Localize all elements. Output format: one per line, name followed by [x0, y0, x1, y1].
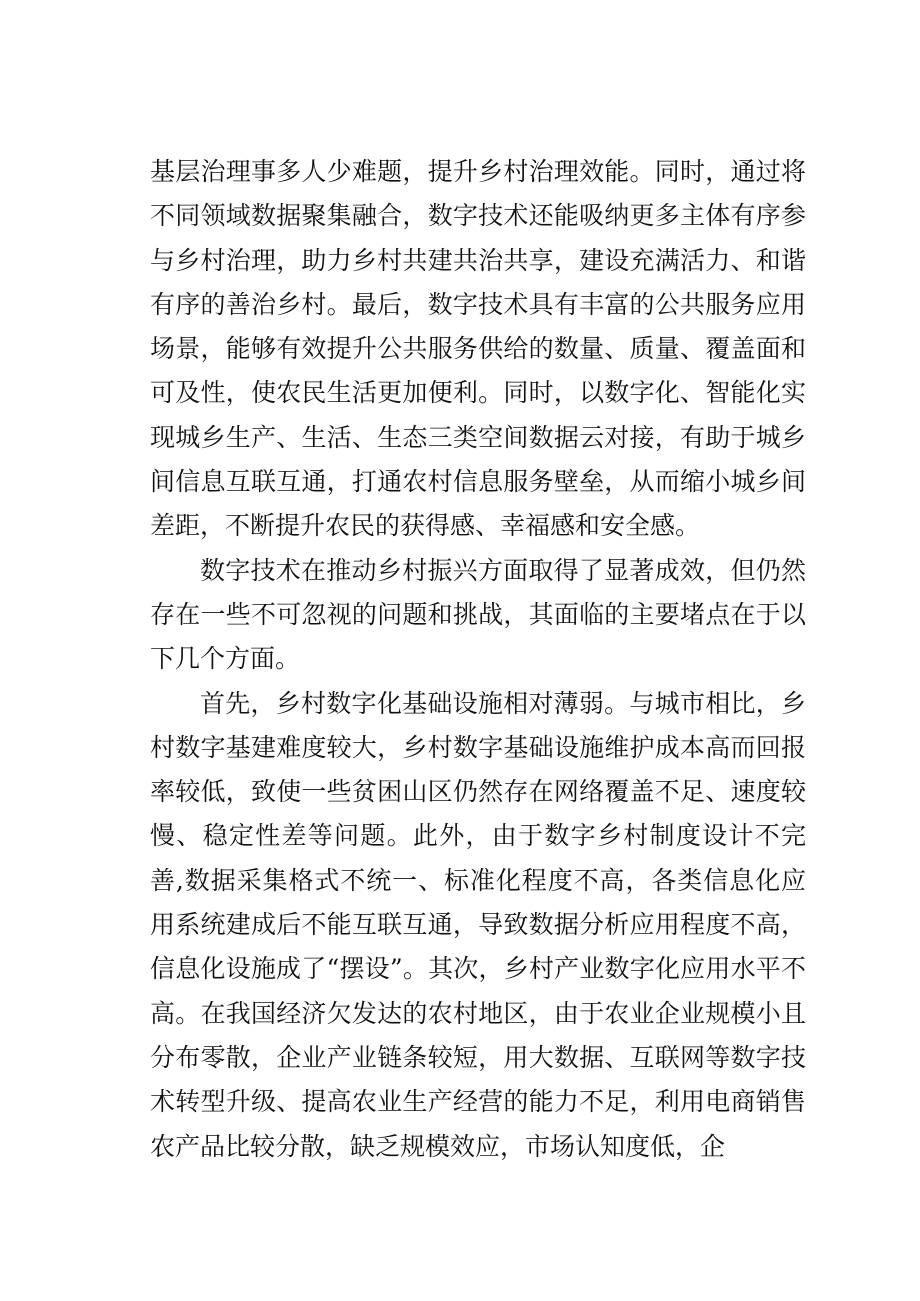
paragraph-3: 首先，乡村数字化基础设施相对薄弱。与城市相比，乡村数字基建难度较大，乡村数字基础设施维护成本高而回报率较低，致使一些贫困山区仍然存在网络覆盖不足、速度较慢、稳定性差等问题。此外，由于数字乡村制度设计不完善,数据采集格式不统一、标准化程度不高，各类信息化应用系统建成后不能互联互通，导致数据分析应用程度不高，信息化设施成了“摆设”。其次，乡村产业数字化应用水平不高。在我国经济欠发达的农村地区，由于农业企业规模小且分布零散，企业产业链条较短，用大数据、互联网等数字技术转型升级、提高农业生产经营的能力不足，利用电商销售农产品比较分散，缺乏规模效应，市场认知度低，企 — [150, 688, 806, 1161]
body-text — [150, 150, 806, 1169]
paragraph-2: 数字技术在推动乡村振兴方面取得了显著成效，但仍然存在一些不可忽视的问题和挑战，其面临的主要堵点在于以下几个方面。 — [150, 555, 806, 674]
paragraph-1: 基层治理事多人少难题，提升乡村治理效能。同时，通过将不同领域数据聚集融合，数字技术还能吸纳更多主体有序参与乡村治理，助力乡村共建共治共享，建设充满活力、和谐有序的善治乡村。最后，数字技术具有丰富的公共服务应用场景，能够有效提升公共服务供给的数量、质量、覆盖面和可及性，使农民生活更加便利。同时，以数字化、智能化实现城乡生产、生活、生态三类空间数据云对接，有助于城乡间信息互联互通，打通农村信息服务壁垒，从而缩小城乡间差距，不断提升农民的获得感、幸福感和安全感。 — [150, 157, 806, 541]
